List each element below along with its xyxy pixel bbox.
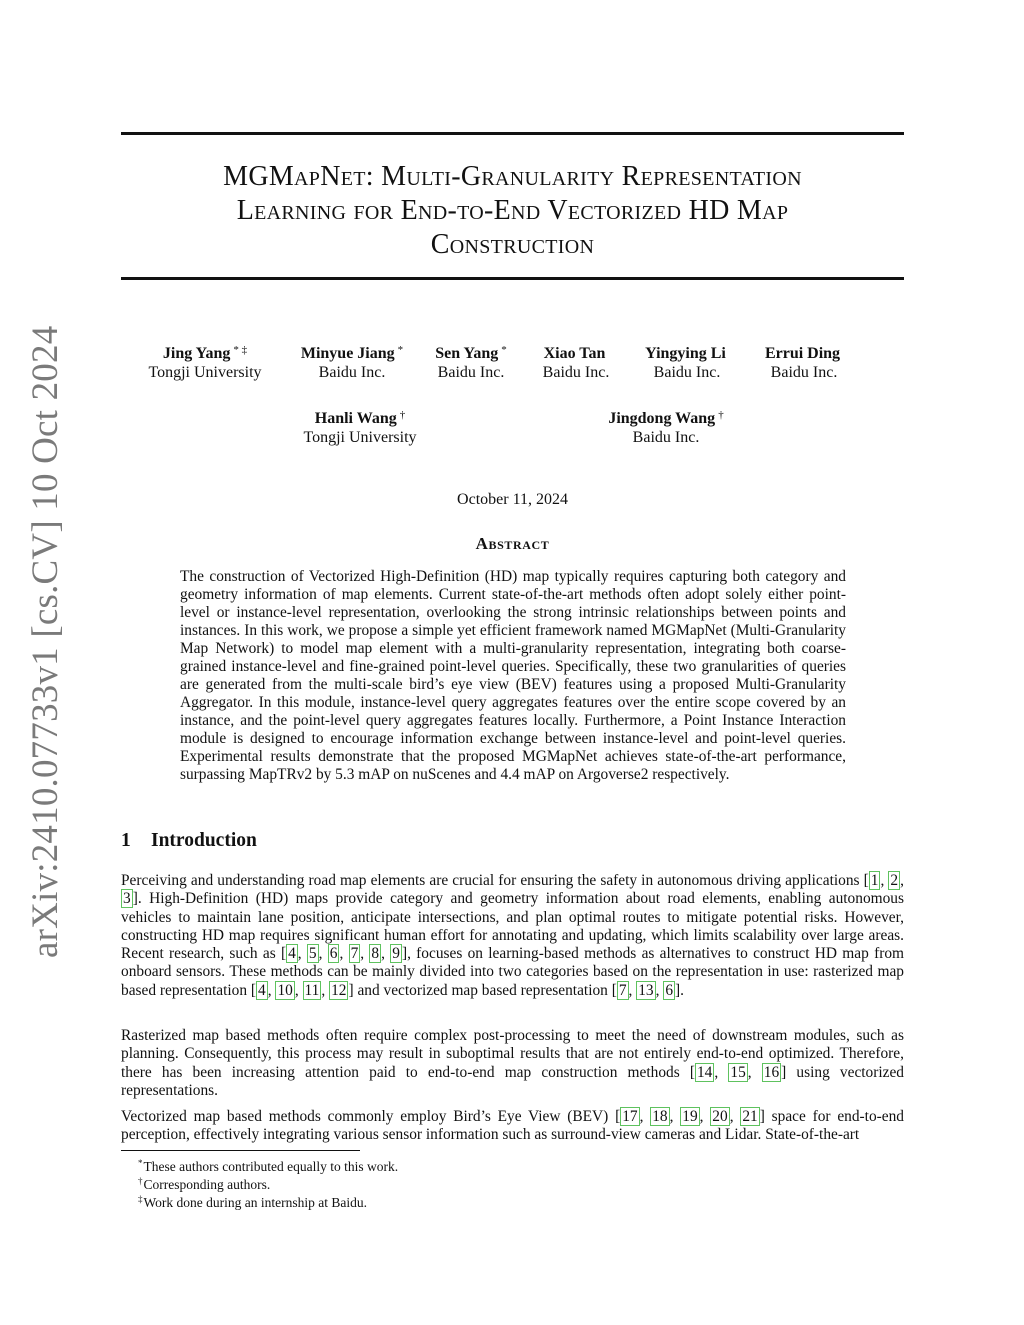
author-name: Jing Yang — [162, 345, 231, 362]
arxiv-identifier-stamp: arXiv:2410.07733v1 [cs.CV] 10 Oct 2024 — [25, 325, 66, 958]
author-affiliation: Baidu Inc. — [437, 364, 505, 381]
citation-link[interactable]: 17 — [622, 1108, 638, 1125]
citation-link[interactable]: 10 — [277, 981, 293, 999]
author-marks: * — [501, 344, 507, 356]
abstract-text: The construction of Vectorized High-Definition (HD) map typically requires capturing both category and geometry information of map elements. Current state-of-the-art methods often adopt solely either point-level or instance-level representation, overlooking the strong intrinsic relationships between points and instances. In this work, we propose a simple yet efficient framework named MGMapNet (Multi-Granularity Map Network) to model map element with a multi-granularity representation, integrating both coarse-grained instance-level and fine-grained point-level queries. Specifically, these two granularities of queries are generated from the multi-scale bird’s eye view (BEV) features using a proposed Multi-Granularity Aggregator. In this module, instance-level query aggregates features over the entire scope covered by an instance, and the point-level query aggregates features locally. Furthermore, a Point Instance Interaction module is designed to encourage information exchange between instance-level and point-level queries. Experimental results demonstrate that the proposed MGMapNet achieves state-of-the-art performance, surpassing MapTRv2 by 5.3 mAP on nuScenes and 4.4 mAP on Argoverse2 respectively. — [180, 568, 846, 783]
author-block — [600, 406, 732, 447]
citation-link[interactable]: 5 — [308, 945, 317, 963]
author-affiliation: Baidu Inc. — [653, 364, 721, 381]
author-affiliation: Baidu Inc. — [770, 364, 838, 381]
author-affiliation: Baidu Inc. — [318, 364, 386, 381]
citation-link[interactable]: 1 — [870, 872, 879, 889]
publication-date: October 11, 2024 — [457, 491, 568, 508]
author-marks: † — [399, 409, 406, 421]
citation-link[interactable]: 7 — [618, 981, 627, 999]
citation-link[interactable]: 12 — [331, 981, 347, 999]
section-number: 1 — [121, 830, 131, 851]
footnote — [138, 1155, 398, 1175]
footnote-rule — [121, 1150, 360, 1151]
footnote-text: These authors contributed equally to this work. — [143, 1159, 399, 1174]
citation-link[interactable]: 21 — [742, 1108, 758, 1125]
footnote-text: Work done during an internship at Baidu. — [143, 1195, 367, 1210]
citation-link[interactable]: 16 — [763, 1063, 780, 1081]
author-name: Jingdong Wang — [608, 410, 716, 427]
author-name: Errui Ding — [764, 345, 841, 362]
author-marks: * — [397, 344, 404, 356]
citation-link[interactable]: 13 — [638, 981, 654, 999]
citation-link[interactable]: 8 — [371, 945, 380, 963]
citation-link[interactable]: 14 — [696, 1063, 713, 1081]
title-line: Construction — [430, 229, 595, 260]
footnote-text: Corresponding authors. — [143, 1177, 271, 1192]
author-name: Xiao Tan — [543, 345, 606, 362]
author-affiliation: Tongji University — [303, 429, 417, 446]
paragraph: Perceiving and understanding road map elements are crucial for ensuring the safety in autonomous driving applications [ 1 , 2 , 3 ]. High-Definition (HD) maps provide category and geometry information about road elements, enabling autonomous vehicles to maintain lane position, anticipate intersections, and plan optimal routes to mitigate potential risks. However, constructing HD map requires significant human effort for annotating and updating, which limits scalability over large areas. Recent research, such as [ 4 , 5 , 6 , 7 , 8 , 9 ], focuses on learning-based methods as alternatives to construct HD map from onboard sensors. These methods can be mainly divided into two categories based on the representation in use: rasterized map based representation [ 4 , 10 , 11 , 12 ] and vectorized map based representation [ 7 , 13 , 6 ]. — [121, 872, 904, 999]
author-block — [425, 341, 517, 382]
citation-link[interactable]: 3 — [123, 890, 131, 908]
author-name: Hanli Wang — [314, 410, 397, 427]
footnote — [138, 1173, 270, 1193]
author-affiliation: Tongji University — [148, 364, 262, 381]
author-affiliation: Baidu Inc. — [542, 364, 610, 381]
citation-link[interactable]: 11 — [304, 981, 320, 999]
footnote-mark: * — [138, 1158, 143, 1168]
author-marks: * ‡ — [233, 344, 248, 356]
citation-link[interactable]: 4 — [288, 945, 296, 963]
section-heading — [121, 830, 257, 852]
footnote-mark: ‡ — [138, 1194, 143, 1204]
citation-link[interactable]: 18 — [652, 1108, 668, 1125]
title-bottom-rule — [121, 277, 904, 280]
author-block — [145, 341, 265, 382]
author-marks: † — [718, 409, 724, 421]
author-block — [292, 341, 412, 382]
citation-link[interactable]: 15 — [730, 1063, 746, 1081]
paragraph: Rasterized map based methods often require complex post-processing to meet the need of downstream modules, such as planning. Consequently, this process may result in suboptimal results that are not entirely end-to-end optimized. Therefore, there has been increasing attention paid to end-to-end map construction methods [ 14 , 15 , 16 ] using vectorized representations. — [121, 1027, 905, 1099]
citation-link[interactable]: 9 — [392, 945, 400, 963]
citation-link[interactable]: 4 — [258, 981, 266, 999]
author-name: Sen Yang — [435, 345, 499, 362]
author-block — [532, 341, 620, 382]
citation-link[interactable]: 19 — [682, 1108, 698, 1125]
title-top-rule — [121, 132, 904, 135]
citation-link[interactable]: 6 — [665, 981, 674, 999]
footnote-mark: † — [138, 1176, 143, 1186]
citation-link[interactable]: 6 — [329, 945, 338, 963]
section-title: Introduction — [151, 830, 257, 851]
footnote — [138, 1191, 367, 1211]
author-affiliation: Baidu Inc. — [632, 429, 700, 446]
title-line: MGMapNet: Multi-Granularity Representation — [223, 161, 802, 192]
author-block — [637, 341, 737, 382]
author-name: Yingying Li — [645, 345, 726, 362]
abstract-heading: Abstract — [475, 534, 550, 553]
title-line: Learning for End-to-End Vectorized HD Map — [236, 195, 789, 226]
paragraph: Vectorized map based methods commonly employ Bird’s Eye View (BEV) [ 17 , 18 , 19 , 20 , 21 ] space for end-to-end perception, effectively integrating various sensor information such as surround-view cameras and Lidar. State-of-the-art — [121, 1108, 904, 1144]
author-block — [295, 406, 425, 447]
citation-link[interactable]: 7 — [350, 945, 359, 963]
citation-link[interactable]: 2 — [890, 872, 899, 889]
citation-link[interactable]: 20 — [712, 1108, 728, 1125]
paper-title — [121, 160, 904, 262]
author-block — [756, 341, 852, 382]
author-name: Minyue Jiang — [300, 345, 395, 362]
